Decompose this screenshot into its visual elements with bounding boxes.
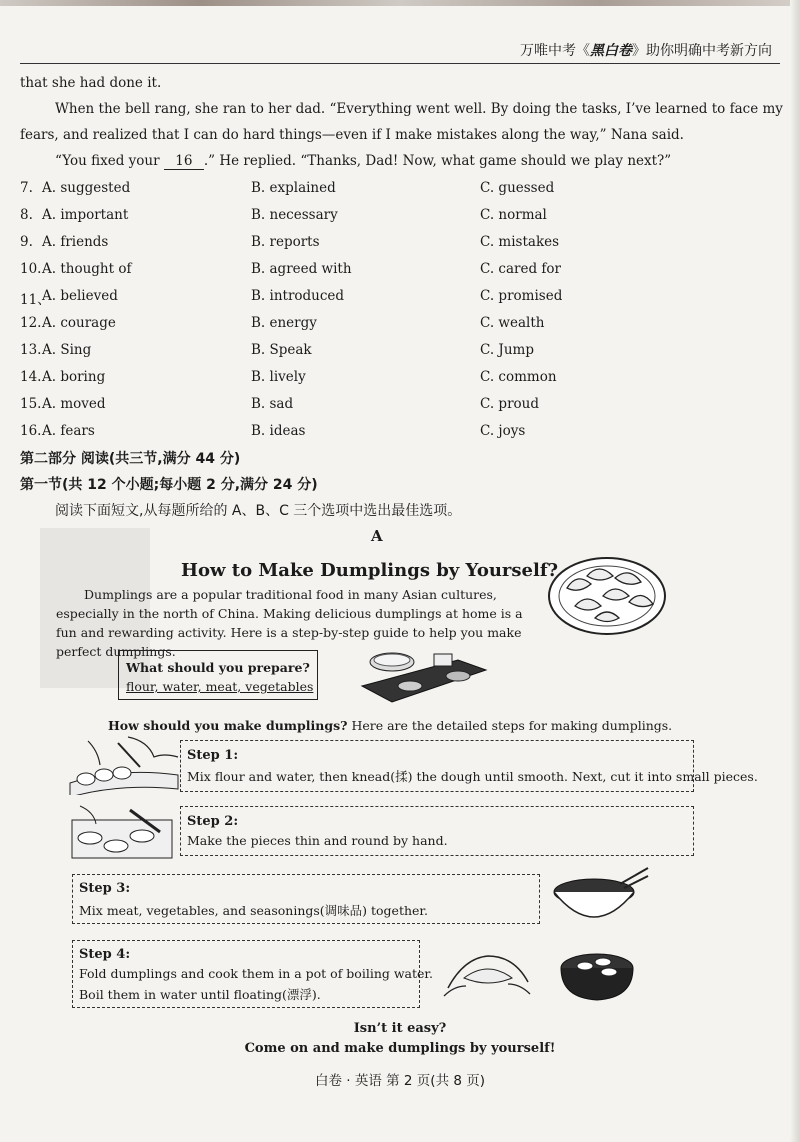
question-number: 15. (20, 396, 42, 412)
prepare-answer: flour, water, meat, vegetables (126, 679, 314, 694)
option-a: A. courage (42, 315, 116, 331)
option-c: C. guessed (480, 180, 555, 196)
question-number: 11、 (20, 292, 51, 308)
step-text: Mix meat, vegetables, and seasonings(调味品) together. (79, 903, 429, 918)
option-row (20, 396, 760, 416)
option-c: C. proud (480, 396, 539, 412)
step-2-box (180, 806, 694, 856)
option-row (20, 180, 760, 200)
option-c: C. normal (480, 207, 547, 223)
option-c: C. joys (480, 423, 526, 439)
option-b: B. explained (251, 180, 336, 196)
question-number: 14. (20, 369, 42, 385)
prepare-box (118, 650, 318, 700)
question-number: 9. (20, 234, 33, 250)
question-number: 8. (20, 207, 33, 223)
closing-question: Isn’t it easy? (353, 1021, 447, 1036)
option-b: B. ideas (251, 423, 306, 439)
passage-letter: A (371, 527, 383, 545)
option-b: B. sad (251, 396, 294, 412)
option-b: B. agreed with (251, 261, 352, 277)
option-row (20, 207, 760, 227)
header-rule (20, 63, 780, 64)
option-b: B. introduced (251, 288, 345, 304)
question-number: 13. (20, 342, 42, 358)
option-c: C. cared for (480, 261, 561, 277)
part-heading: 第二部分 阅读(共三节,满分 44 分) (20, 451, 241, 467)
option-b: B. energy (251, 315, 317, 331)
ingredients-illustration (358, 646, 490, 708)
option-c: C. mistakes (480, 234, 560, 250)
option-c: C. wealth (480, 315, 545, 331)
step-text: Fold dumplings and cook them in a pot of boiling water. (79, 966, 433, 981)
option-row (20, 342, 760, 362)
option-c: C. promised (480, 288, 563, 304)
section-heading: 第一节(共 12 个小题;每小题 2 分,满分 24 分) (20, 477, 318, 493)
rolling-dough-illustration (70, 802, 175, 860)
step-text: Mix flour and water, then knead(揉) the dough until smooth. Next, cut it into small pieces. (187, 769, 758, 784)
option-a: A. boring (42, 369, 106, 385)
passage-line: that she had done it. (20, 75, 162, 91)
passage-line-blank: “You fixed your 16 .” He replied. “Thanks, Dad! Now, what game should we play next?” (55, 153, 672, 169)
prepare-question: What should you prepare? (126, 660, 310, 675)
option-a: A. thought of (42, 261, 132, 277)
option-row (20, 423, 760, 443)
step-4-box (72, 940, 433, 1008)
step-text: Boil them in water until floating(漂浮). (79, 987, 321, 1002)
filling-bowl-illustration (550, 866, 650, 928)
option-a: A. believed (42, 288, 118, 304)
option-row (20, 315, 760, 335)
option-a: A. suggested (42, 180, 131, 196)
question-number: 7. (20, 180, 33, 196)
passage-line: When the bell rang, she ran to her dad. “Everything went well. By doing the tasks, I’ve learned to face my (55, 101, 783, 117)
option-row (20, 234, 760, 254)
option-b: B. necessary (251, 207, 338, 223)
dumpling-plate-illustration (545, 548, 670, 638)
article-title: How to Make Dumplings by Yourself? (181, 560, 559, 581)
step-1-box (180, 740, 758, 792)
scan-shadow (790, 0, 800, 1142)
option-a: A. friends (42, 234, 109, 250)
step-label: Step 2: (187, 814, 239, 829)
page-header: 万唯中考《黑白卷》助你明确中考新方向 (520, 43, 772, 59)
option-a: A. important (42, 207, 129, 223)
steps-intro: How should you make dumplings? Here are the detailed steps for making dumplings. (108, 718, 673, 733)
step-label: Step 3: (79, 881, 131, 896)
passage-line: fears, and realized that I can do hard things—even if I make mistakes along the way,” Nana said. (20, 127, 684, 143)
option-c: C. common (480, 369, 557, 385)
scan-edge (0, 0, 800, 6)
question-number: 12. (20, 315, 42, 331)
blank-16: 16 (164, 153, 204, 170)
question-number: 16. (20, 423, 42, 439)
option-b: B. Speak (251, 342, 312, 358)
option-a: A. Sing (42, 342, 92, 358)
instruction: 阅读下面短文,从每题所给的 A、B、C 三个选项中选出最佳选项。 (55, 503, 462, 519)
step-text: Make the pieces thin and round by hand. (187, 833, 448, 848)
option-a: A. fears (42, 423, 95, 439)
boiling-pot-illustration (555, 946, 640, 1004)
step-3-box (72, 874, 540, 924)
question-number: 10. (20, 261, 42, 277)
article-intro: Dumplings are a popular traditional food in many Asian cultures, especially in the north of China. Making delicious dumplings at home is a fun and rewarding activity. Here is a step-by-step guide to help you make perfect dumplings. (56, 587, 523, 659)
page-footer: 白卷 · 英语 第 2 页(共 8 页) (314, 1073, 486, 1089)
brand-name: 黑白卷 (590, 43, 632, 59)
option-row (20, 288, 760, 308)
option-row (20, 261, 760, 281)
folding-dumpling-illustration (440, 948, 535, 1003)
option-b: B. lively (251, 369, 306, 385)
option-c: C. Jump (480, 342, 534, 358)
step-label: Step 4: (79, 947, 131, 962)
step-label: Step 1: (187, 748, 239, 763)
cutting-dough-illustration (68, 733, 180, 795)
option-b: B. reports (251, 234, 320, 250)
option-a: A. moved (42, 396, 106, 412)
option-row (20, 369, 760, 389)
closing-call: Come on and make dumplings by yourself! (244, 1041, 556, 1056)
